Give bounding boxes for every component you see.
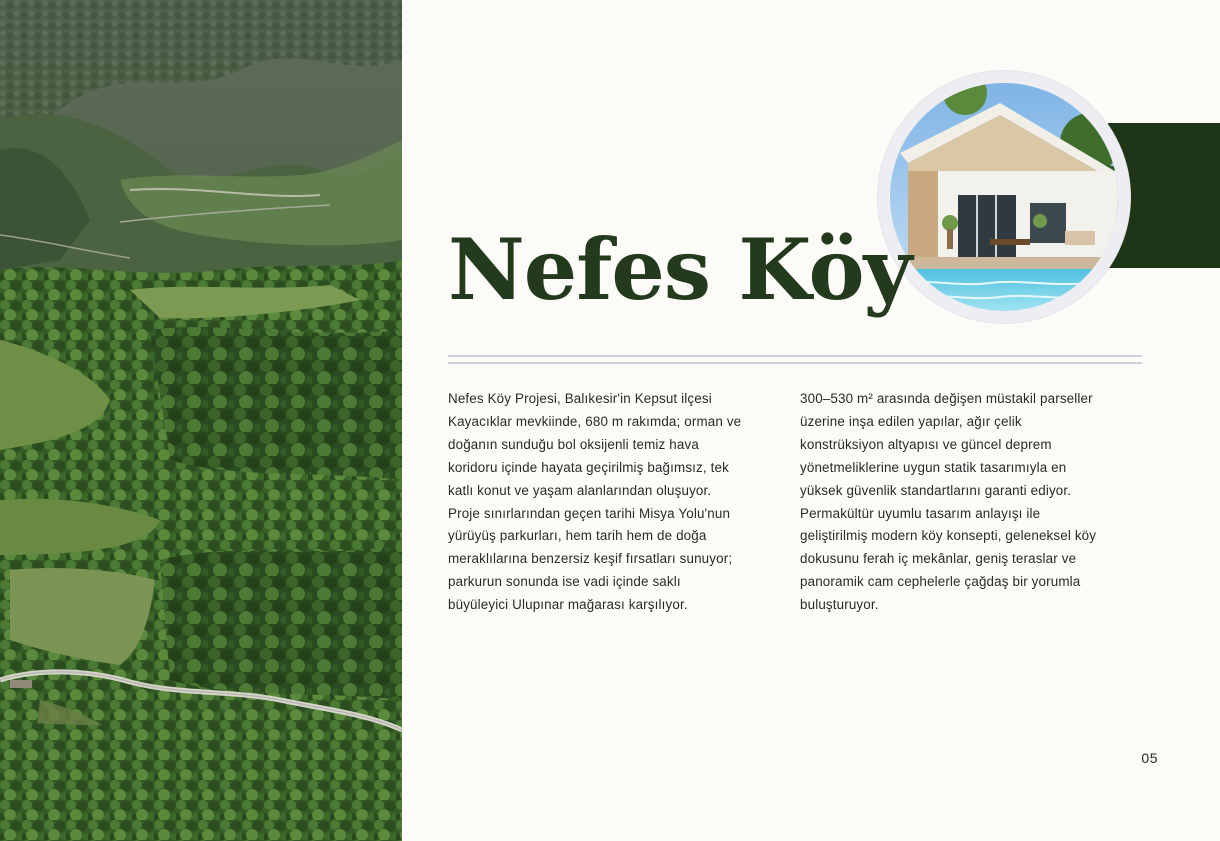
text-line: konstrüksiyon altyapısı ve güncel deprem bbox=[800, 436, 1052, 452]
text-line: yönetmeliklerine uygun statik tasarımıyla en bbox=[800, 459, 1067, 475]
house-photo bbox=[890, 83, 1118, 311]
body-text-column-1 bbox=[448, 388, 786, 617]
text-line: Kayacıklar mevkiinde, 680 m rakımda; orman ve bbox=[448, 413, 742, 429]
text-line: panoramik cam cephelerle çağdaş bir yorumla bbox=[800, 574, 1081, 590]
text-line: buluşturuyor. bbox=[800, 597, 879, 613]
text-line: Nefes Köy Projesi, Balıkesir'in Kepsut ilçesi bbox=[448, 391, 712, 406]
text-line: 300–530 m² arasında değişen müstakil parseller bbox=[800, 391, 1093, 406]
text-line: üzerine inşa edilen yapılar, ağır çelik bbox=[800, 413, 1022, 429]
text-line: dokusunu ferah iç mekânlar, geniş teraslar ve bbox=[800, 551, 1077, 567]
text-line: geliştirilmiş modern köy konsepti, geleneksel köy bbox=[800, 528, 1097, 544]
page-title: Nefes Köy bbox=[448, 220, 912, 319]
aerial-landscape-image bbox=[0, 0, 402, 841]
text-line: doğanın sunduğu bol oksijenli temiz hava bbox=[448, 436, 699, 452]
text-line: yüksek güvenlik standartlarını garanti ediyor. bbox=[800, 482, 1072, 498]
page-number: 05 bbox=[1141, 750, 1158, 766]
text-line: yürüyüş parkurları, hem tarih hem de doğa bbox=[448, 528, 707, 544]
text-line: Permakültür uyumlu tasarım anlayışı ile bbox=[800, 505, 1041, 521]
house-photo-frame bbox=[878, 71, 1130, 323]
text-line: büyüleyici Ulupınar mağarası karşılıyor. bbox=[448, 597, 688, 613]
text-line: katlı konut ve yaşam alanlarından oluşuyor. bbox=[448, 482, 712, 498]
divider-line-bottom bbox=[448, 362, 1142, 364]
aerial-photo bbox=[0, 0, 402, 841]
divider-line-top bbox=[448, 355, 1142, 357]
body-text-column-2 bbox=[800, 388, 1138, 617]
text-line: parkurun sonunda ise vadi içinde saklı bbox=[448, 574, 681, 590]
text-line: Proje sınırlarından geçen tarihi Misya Yolu'nun bbox=[448, 505, 731, 521]
text-line: meraklılarına benzersiz keşif fırsatları sunuyor; bbox=[448, 551, 733, 567]
text-line: koridoru içinde hayata geçirilmiş bağımsız, tek bbox=[448, 459, 729, 475]
